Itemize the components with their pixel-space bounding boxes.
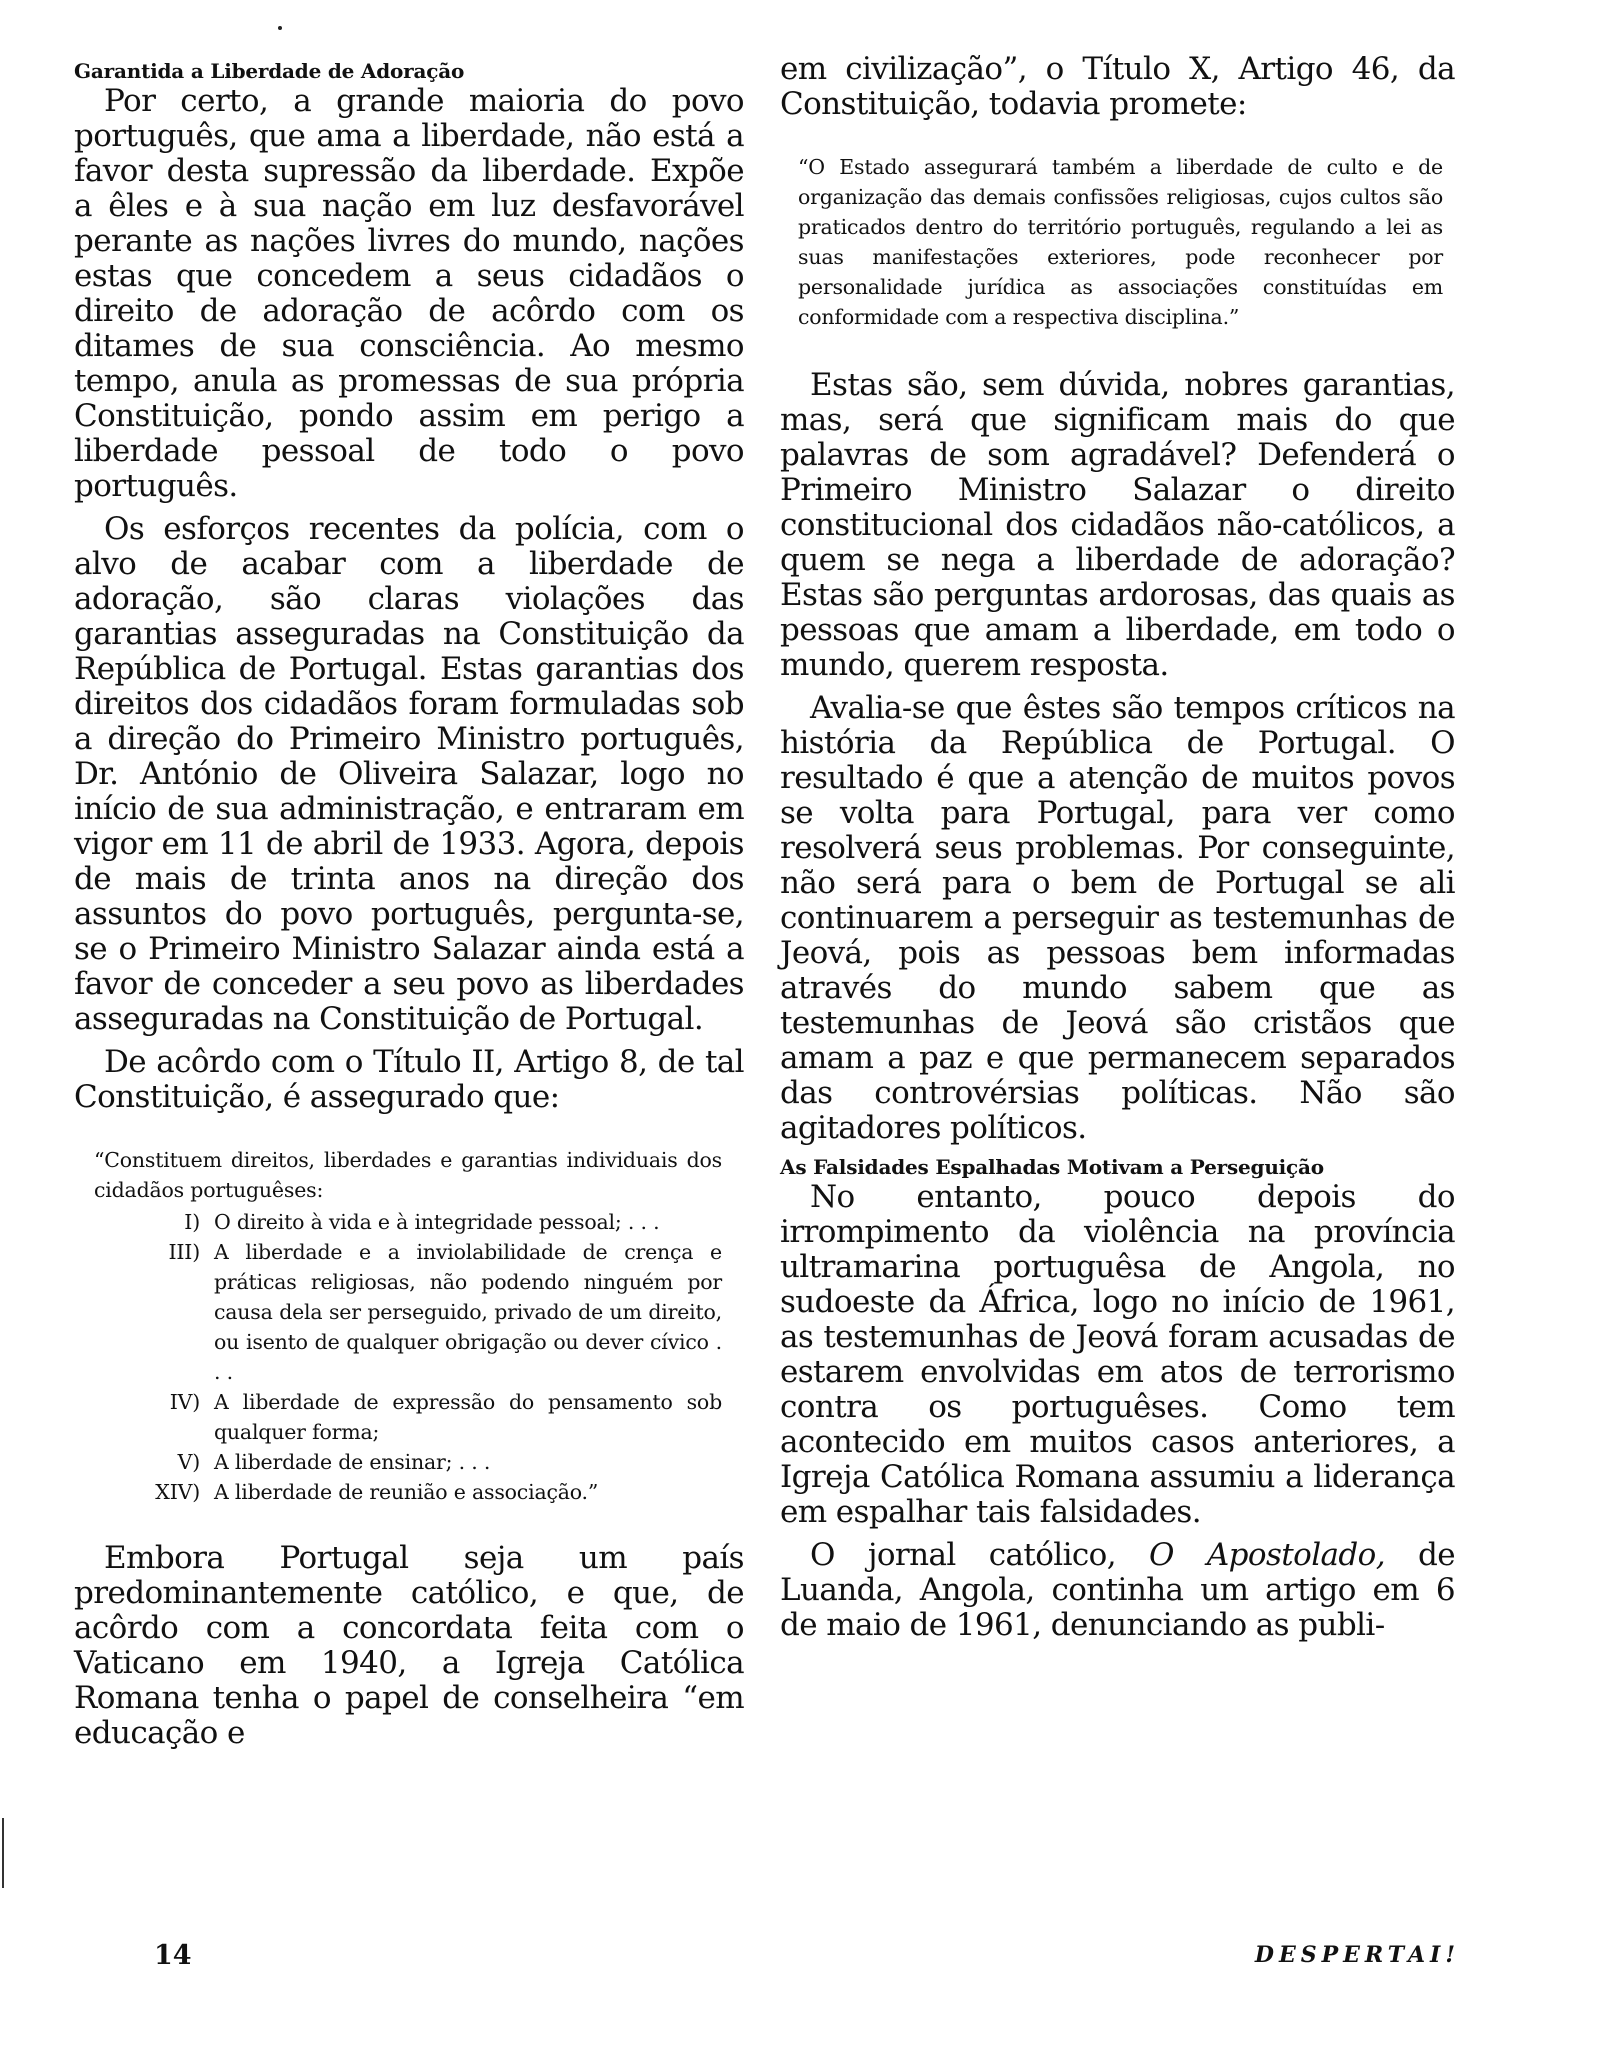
paragraph: No entanto, pouco depois do irrompimento da violência na província ultramarina portuguêsa de Angola, no sudoeste da África, logo no início de 1961, as testemunhas de Jeová foram acusadas de estarem envolvidas em atos de terrorismo contra os portuguêses. Como tem acontecido em muitos casos anteriores, a Igreja Católica Romana assumiu a liderança em espalhar tais falsidades. [780,1179,1455,1530]
print-speck [278,26,282,30]
quote-item-text: O direito à vida e à integridade pessoal; . . . [214,1210,660,1234]
paragraph: Avalia-se que êstes são tempos críticos na história da República de Portugal. O resultado é que a atenção de muitos povos se volta para Portugal, para ver como resolverá seus problemas. Por conseguinte, não será para o bem de Portugal se ali continuarem a perseguir as testemunhas de Jeová, pois as pessoas bem informadas através do mundo sabem que as testemunhas de Jeová são cristãos que amam a paz e que permanecem separados das controvérsias políticas. Não são agitadores políticos. [780,690,1455,1146]
quote-item-text: A liberdade de expressão do pensamento sob qualquer forma; [214,1390,722,1444]
paragraph: Os esforços recentes da polícia, com o alvo de acabar com a liberdade de adoração, são claras violações das garantias asseguradas na Constituição da República de Portugal. Estas garantias dos direitos dos cidadãos foram formuladas sob a direção do Primeiro Ministro português, Dr. António de Oliveira Salazar, logo no início de sua administração, e entraram em vigor em 11 de abril de 1933. Agora, depois de mais de trinta anos na direção dos assuntos do povo português, pergunta-se, se o Primeiro Ministro Salazar ainda está a favor de conceder a seu povo as liberdades asseguradas na Constituição de Portugal. [74,511,744,1037]
paragraph: De acôrdo com o Título II, Artigo 8, de tal Constituição, é assegurado que: [74,1044,744,1115]
paragraph-text: de Luanda, Angola, continha um artigo em 6 de maio de 1961, denunciando as publi- [780,1537,1455,1643]
left-column [74,52,744,1759]
right-column [780,52,1455,1651]
quote-list [94,1207,722,1507]
section-heading-falsidades: As Falsidades Espalhadas Motivam a Perseguição [780,1155,1324,1179]
paragraph: Por certo, a grande maioria do povo português, que ama a liberdade, não está a favor desta supressão da liberdade. Expõe a êles e à sua nação em luz desfavorável perante as nações livres do mundo, nações estas que concedem a seus cidadãos o direito de adoração de acôrdo com os ditames de sua consciência. Ao mesmo tempo, anula as promessas de sua própria Constituição, pondo assim em perigo a liberdade pessoal de todo o povo português. [74,83,744,504]
quote-item-text: A liberdade e a inviolabilidade de crença e práticas religiosas, não podendo ninguém por causa dela ser perseguido, privado de um direito, ou isento de qualquer obrigação ou dever cívico . . . [214,1240,722,1384]
constitution-quote-title-x: “O Estado assegurará também a liberdade de culto e de organização das demais confissões religiosas, cujos cultos são praticados dentro do território português, regulando a lei as suas manifestações exteriores, pode reconhecer por personalidade jurídica as associações constituídas em conformidade com a respectiva disciplina.” [798,155,1443,329]
quote-item [94,1237,722,1387]
paragraph-text: O jornal católico, [810,1537,1150,1573]
newspaper-title: O Apostolado, [1149,1537,1385,1573]
quote-item-number: IV) [169,1390,200,1414]
quote-item-text: A liberdade de reunião e associação.” [214,1480,599,1504]
margin-mark [2,1818,4,1888]
quote-item-text: A liberdade de ensinar; . . . [214,1450,491,1474]
magazine-title: DESPERTAI! [1254,1942,1460,1968]
section-heading-liberdade: Garantida a Liberdade de Adoração [74,59,465,83]
paragraph [780,1538,1455,1643]
quote-item-number: III) [168,1240,200,1264]
quote-item-number: XIV) [155,1480,200,1504]
quote-item [94,1447,722,1477]
page-number: 14 [154,1940,192,1971]
quote-item [94,1207,722,1237]
quote-item-number: V) [177,1450,200,1474]
quote-item-number: I) [184,1210,200,1234]
quote-item [94,1387,722,1447]
quote-intro: “Constituem direitos, liberdades e garantias individuais dos cidadãos portuguêses: [94,1148,722,1202]
constitution-quote [94,1145,722,1507]
paragraph: Estas são, sem dúvida, nobres garantias, mas, será que significam mais do que palavras de som agradável? Defenderá o Primeiro Ministro Salazar o direito constitucional dos cidadãos não-católicos, a quem se nega a liberdade de adoração? Estas são perguntas ardorosas, das quais as pessoas que amam a liberdade, em todo o mundo, querem resposta. [780,367,1455,683]
paragraph: em civilização”, o Título X, Artigo 46, da Constituição, todavia promete: [780,51,1455,122]
paragraph: Embora Portugal seja um país predominantemente católico, e que, de acôrdo com a concordata feita com o Vaticano em 1940, a Igreja Católica Romana tenha o papel de conselheira “em educação e [74,1540,744,1751]
quote-item [94,1477,722,1507]
